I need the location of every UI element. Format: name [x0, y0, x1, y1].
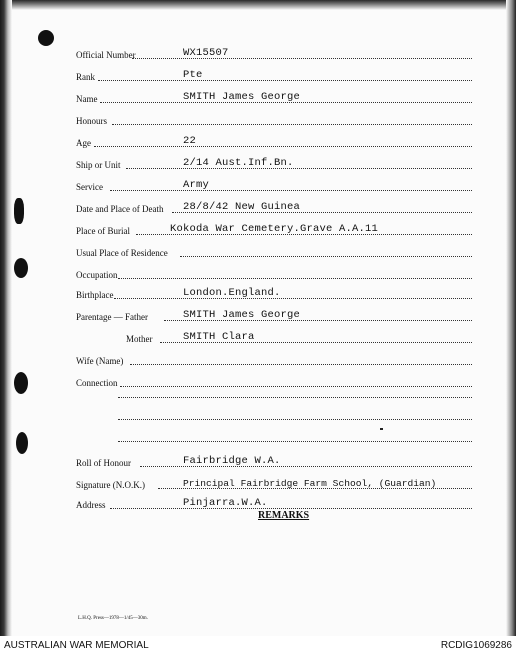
occupation-dots [118, 277, 472, 279]
parentage-father-value: SMITH James George [183, 309, 301, 321]
connection-dots [120, 385, 472, 387]
printer-note: L.H.Q. Press—1978—1/45—30m. [78, 616, 148, 621]
service-dots [110, 189, 472, 191]
wife-label: Wife (Name) [76, 356, 124, 366]
row-honours [0, 110, 516, 128]
age-dots [94, 145, 472, 147]
wife-dots [130, 363, 472, 365]
connection-line-3 [118, 418, 472, 420]
rank-value: Pte [183, 69, 203, 81]
remarks-heading: REMARKS [258, 510, 310, 521]
birthplace-value: London.England. [183, 287, 281, 299]
signature-label: Signature (N.O.K.) [76, 480, 145, 490]
age-value: 22 [183, 135, 197, 147]
roll-of-honour-value: Fairbridge W.A. [183, 455, 281, 467]
row-ship-or-unit [0, 154, 516, 172]
usual-residence-label: Usual Place of Residence [76, 248, 168, 258]
row-wife [0, 350, 516, 368]
connection-label: Connection [76, 378, 118, 388]
row-occupation [0, 264, 516, 282]
archive-footer [0, 636, 516, 654]
age-label: Age [76, 138, 91, 148]
parentage-father-label: Parentage — Father [76, 312, 148, 322]
place-of-burial-label: Place of Burial [76, 226, 130, 236]
name-value: SMITH James George [183, 91, 301, 103]
footer-source: AUSTRALIAN WAR MEMORIAL [4, 640, 149, 651]
mother-label: Mother [126, 334, 153, 344]
row-service [0, 176, 516, 194]
ship-or-unit-value: 2/14 Aust.Inf.Bn. [183, 157, 294, 169]
mother-value: SMITH Clara [183, 331, 255, 343]
connection-line-4 [118, 440, 472, 442]
official-number-label: Official Number [76, 50, 136, 60]
row-signature [0, 474, 516, 492]
name-label: Name [76, 94, 98, 104]
birthplace-dots [114, 297, 472, 299]
birthplace-label: Birthplace [76, 290, 114, 300]
occupation-label: Occupation [76, 270, 118, 280]
row-mother [0, 328, 516, 346]
address-dots [110, 507, 472, 509]
signature-value: Principal Fairbridge Farm School, (Guardian) [183, 478, 437, 489]
ship-or-unit-label: Ship or Unit [76, 160, 121, 170]
row-roll-of-honour [0, 452, 516, 470]
row-connection [0, 372, 516, 390]
date-place-death-label: Date and Place of Death [76, 204, 164, 214]
service-value: Army [183, 179, 210, 191]
row-usual-residence [0, 242, 516, 260]
service-label: Service [76, 182, 103, 192]
row-date-place-death [0, 198, 516, 216]
scan-edge-top [0, 0, 516, 10]
honours-dots [112, 123, 472, 125]
ship-or-unit-dots [126, 167, 472, 169]
row-rank [0, 66, 516, 84]
rank-dots [98, 79, 472, 81]
row-parentage-father [0, 306, 516, 324]
footer-record-id: RCDIG1069286 [440, 640, 512, 651]
roll-of-honour-label: Roll of Honour [76, 458, 131, 468]
row-official-number [0, 44, 516, 62]
row-place-of-burial [0, 220, 516, 238]
punch-hole-4 [16, 432, 28, 454]
row-birthplace [0, 284, 516, 302]
honours-label: Honours [76, 116, 107, 126]
date-place-death-value: 28/8/42 New Guinea [183, 201, 301, 213]
usual-residence-dots [180, 255, 472, 257]
row-name [0, 88, 516, 106]
row-age [0, 132, 516, 150]
place-of-burial-value: Kokoda War Cemetery.Grave A.A.11 [170, 223, 379, 235]
official-number-value: WX15507 [183, 47, 229, 59]
connection-line-2 [118, 396, 472, 398]
rank-label: Rank [76, 72, 95, 82]
ink-speck [380, 428, 383, 430]
address-value: Pinjarra.W.A. [183, 497, 268, 509]
address-label: Address [76, 500, 106, 510]
